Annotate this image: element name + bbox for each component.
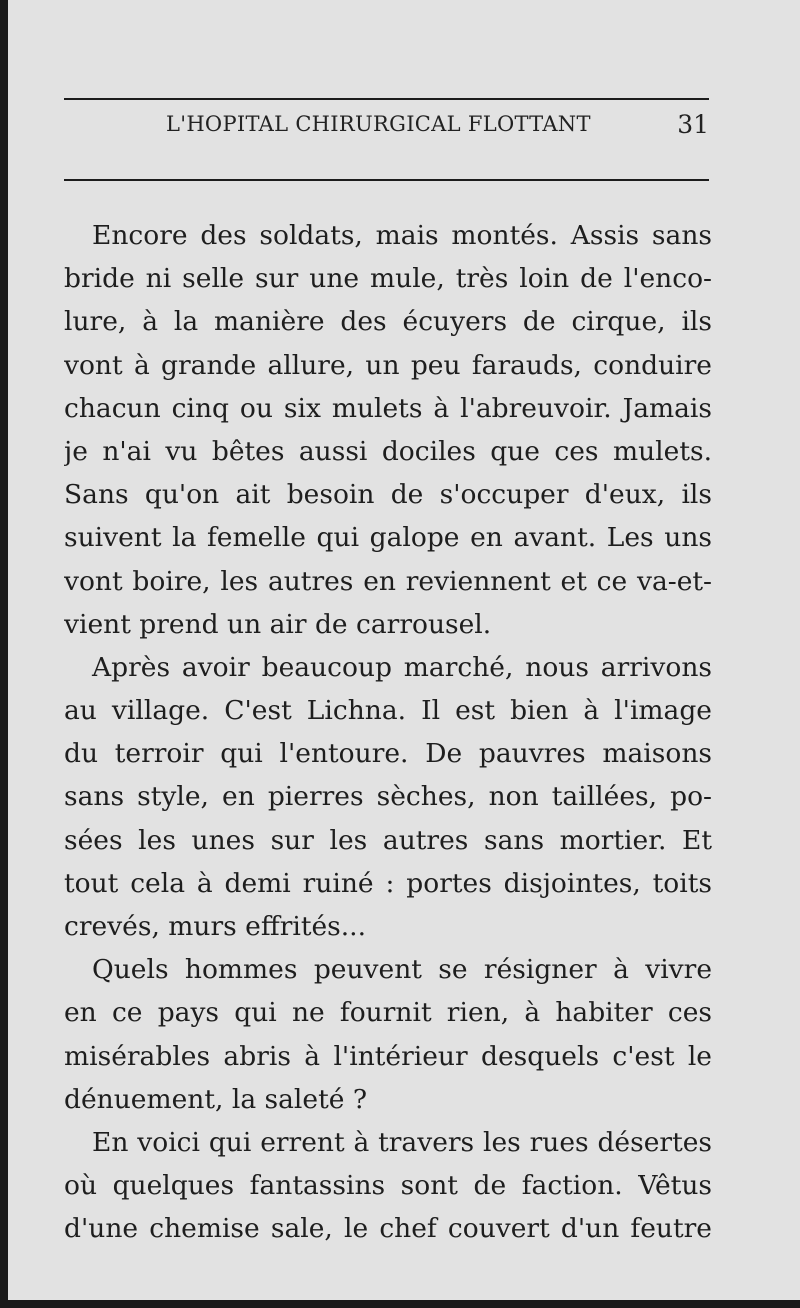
text-line: où quelques fantassins sont de faction. Vêtus <box>64 1170 712 1202</box>
text-line: d'une chemise sale, le chef couvert d'un feutre <box>64 1213 712 1245</box>
running-head <box>64 112 709 142</box>
text-line: Encore des soldats, mais montés. Assis sans <box>92 220 712 251</box>
text-line: sans style, en pierres sèches, non taillées, po- <box>64 781 712 813</box>
text-line: tout cela à demi ruiné : portes disjointes, toits <box>64 867 712 899</box>
text-line: chacun cinq ou six mulets à l'abreuvoir. Jamais <box>64 392 712 424</box>
book-page <box>8 0 800 1300</box>
text-line: du terroir qui l'entoure. De pauvres maisons <box>64 738 712 770</box>
text-line: En voici qui errent à travers les rues désertes <box>92 1126 712 1158</box>
text-line: vont à grande allure, un peu farauds, conduire <box>64 349 712 381</box>
text-line: vient prend un air de carrousel. <box>64 608 492 640</box>
text-line: sées les unes sur les autres sans mortier. Et <box>64 824 712 856</box>
text-line: dénuement, la saleté ? <box>64 1083 368 1115</box>
text-line: misérables abris à l'intérieur desquels c'est le <box>64 1040 712 1072</box>
body-text <box>64 214 712 1251</box>
header-bottom-rule <box>64 179 709 181</box>
text-line: Quels hommes peuvent se résigner à vivre <box>92 954 712 986</box>
text-line: crevés, murs effrités... <box>64 911 367 942</box>
text-line: Après avoir beaucoup marché, nous arrivons <box>92 651 712 683</box>
text-line: Sans qu'on ait besoin de s'occuper d'eux, ils <box>64 479 712 511</box>
text-line: lure, à la manière des écuyers de cirque, ils <box>64 306 712 338</box>
text-line: je n'ai vu bêtes aussi dociles que ces mulets. <box>64 435 712 467</box>
header-top-rule <box>64 98 709 100</box>
text-line: en ce pays qui ne fournit rien, à habiter ces <box>64 997 712 1029</box>
text-line: vont boire, les autres en reviennent et ce va-et- <box>64 565 712 597</box>
text-line: au village. C'est Lichna. Il est bien à l'image <box>64 695 712 727</box>
running-title: L'HOPITAL CHIRURGICAL FLOTTANT <box>166 112 591 136</box>
text-line: suivent la femelle qui galope en avant. Les uns <box>64 522 712 554</box>
text-line: bride ni selle sur une mule, très loin de l'enco- <box>64 263 712 295</box>
page-number: 31 <box>677 110 709 139</box>
